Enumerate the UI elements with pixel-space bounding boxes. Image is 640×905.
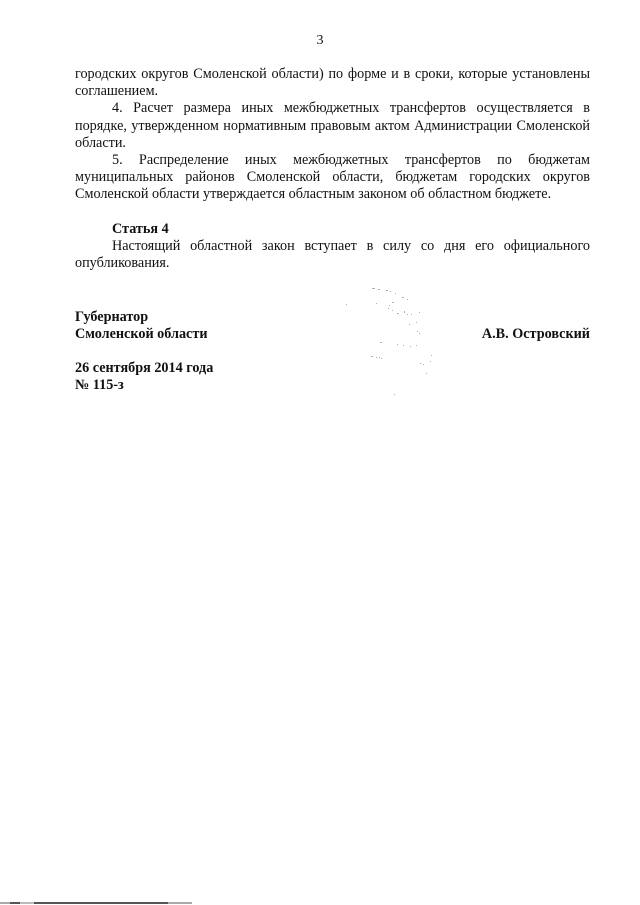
position-line-1: Губернатор	[75, 309, 149, 325]
article-4-text: Настоящий областной закон вступает в силу со дня его официального опубликования.	[75, 238, 590, 272]
signatory-position	[75, 309, 208, 343]
footer-divider	[0, 902, 192, 904]
position-line-2: Смоленской области	[75, 326, 208, 343]
signature-mark-icon	[330, 278, 440, 398]
paragraph-item-5: 5. Распределение иных межбюджетных трансфертов по бюджетам муниципальных районов Смоленской области, бюджетам городских округов Смоленской области утверждается областным законом об областном бюджете.	[75, 152, 590, 203]
signatory-name: А.В. Островский	[481, 326, 590, 342]
law-date-number	[75, 360, 213, 394]
article-3-continuation	[75, 66, 590, 204]
article-4-body	[75, 238, 590, 272]
page-number: 3	[316, 33, 324, 48]
paragraph-continuation: городских округов Смоленской области) по форме и в сроки, которые установлены соглашением.	[75, 66, 590, 100]
paragraph-item-4: 4. Расчет размера иных межбюджетных трансфертов осуществляется в порядке, утвержденном нормативным правовым актом Администрации Смоленской области.	[75, 100, 590, 151]
law-number: № 115-з	[75, 377, 124, 394]
law-date: 26 сентября 2014 года	[75, 360, 214, 376]
article-4-title: Статья 4	[112, 221, 169, 237]
